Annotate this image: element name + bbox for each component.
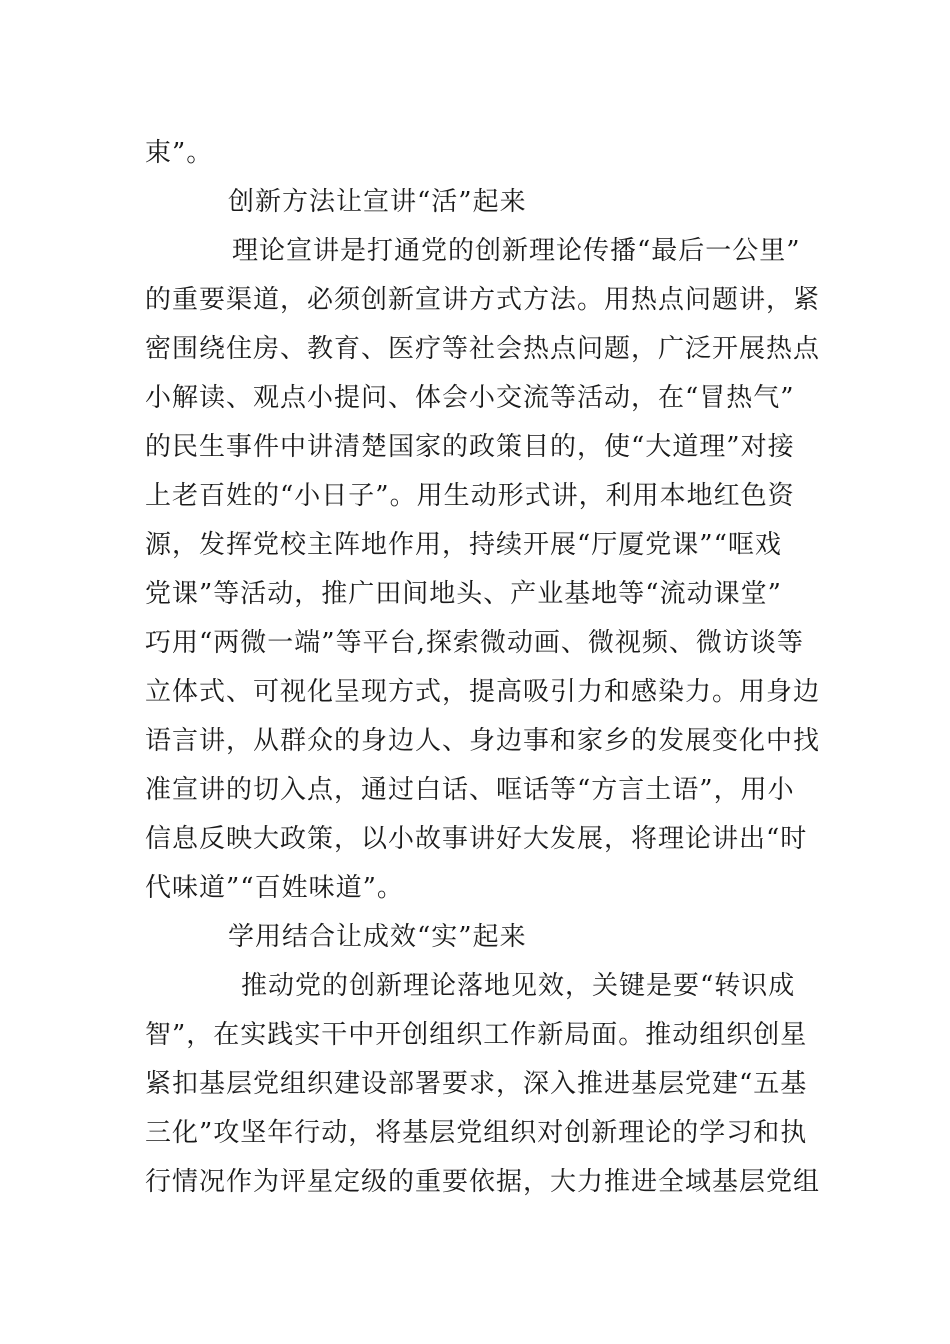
text-line: 的民生事件中讲清楚国家的政策目的，使“大道理”对接	[145, 432, 795, 462]
text-line: 源，发挥党校主阵地作用，持续开展“厅厦党课”“哐戏	[145, 530, 782, 560]
text-line: 理论宣讲是打通党的创新理论传播“最后一公里”	[232, 236, 801, 266]
text-line: 代味道”“百姓味道”。	[145, 873, 404, 903]
text-line: 准宣讲的切入点，通过白话、哐话等“方言土语”，用小	[145, 775, 795, 805]
text-line: 小解读、观点小提问、体会小交流等活动，在“冒热气”	[145, 383, 795, 413]
section-heading: 学用结合让成效“实”起来	[228, 922, 527, 952]
text-line: 推动党的创新理论落地见效，关键是要“转识成	[241, 971, 796, 1001]
text-line: 行情况作为评星定级的重要依据，大力推进全域基层党组	[145, 1167, 821, 1197]
text-line: 三化”攻坚年行动，将基层党组织对创新理论的学习和执	[145, 1118, 808, 1148]
text-line: 上老百姓的“小日子”。用生动形式讲，利用本地红色资	[145, 481, 795, 511]
text-line: 信息反映大政策，以小故事讲好大发展，将理论讲出“时	[145, 824, 808, 854]
text-line: 密围绕住房、教育、医疗等社会热点问题，广泛开展热点	[145, 334, 821, 364]
text-line: 党课”等活动，推广田间地头、产业基地等“流动课堂”	[145, 579, 782, 609]
text-line: 紧扣基层党组织建设部署要求，深入推进基层党建“五基	[145, 1069, 808, 1099]
text-line: 束”。	[145, 138, 214, 168]
text-line: 语言讲，从群众的身边人、身边事和家乡的发展变化中找	[145, 726, 821, 756]
text-line: 智”，在实践实干中开创组织工作新局面。推动组织创星	[145, 1020, 808, 1050]
text-line: 巧用“两微一端”等平台,探索微动画、微视频、微访谈等	[145, 628, 804, 658]
text-line: 立体式、可视化呈现方式，提高吸引力和感染力。用身边	[145, 677, 821, 707]
text-line: 的重要渠道，必须创新宣讲方式方法。用热点问题讲，紧	[145, 285, 821, 315]
section-heading: 创新方法让宣讲“活”起来	[228, 187, 527, 217]
